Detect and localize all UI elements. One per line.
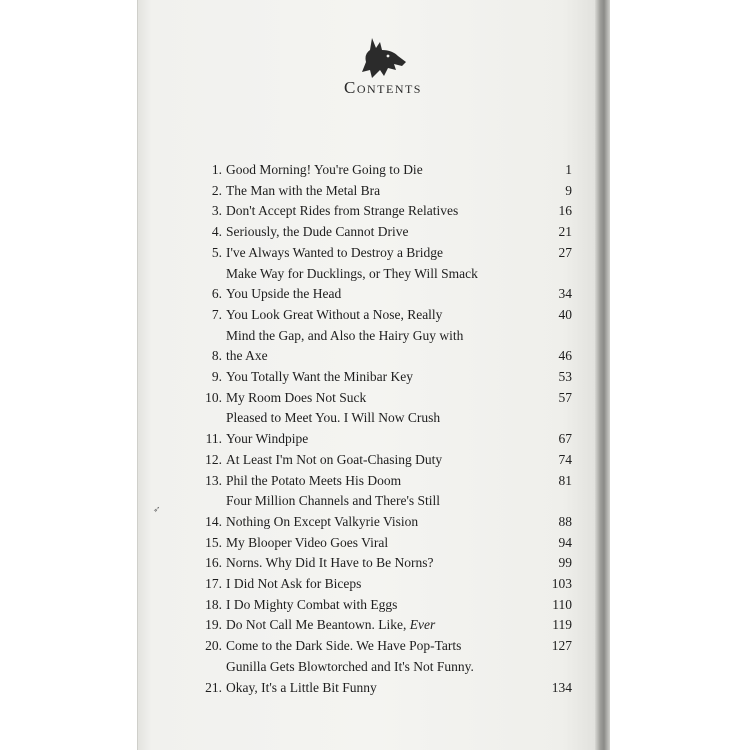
- chapter-number: 19.: [205, 617, 222, 633]
- chapter-title: [222, 408, 532, 449]
- chapter-title: [222, 574, 532, 595]
- chapter-title-line: You Look Great Without a Nose, Really: [226, 306, 443, 322]
- chapter-title: [222, 201, 532, 222]
- toc-entry: [190, 471, 572, 492]
- page-number: 99: [558, 555, 572, 571]
- page-number: 67: [558, 431, 572, 447]
- chapter-title: [222, 326, 532, 367]
- chapter-number: 18.: [205, 596, 222, 612]
- page-number: 27: [558, 244, 572, 260]
- chapter-title-line: You Totally Want the Minibar Key: [226, 369, 413, 385]
- toc-entry: [190, 201, 572, 222]
- chapter-title-line: Good Morning! You're Going to Die: [226, 162, 423, 177]
- chapter-number: 13.: [205, 472, 222, 488]
- chapter-title-line: I Did Not Ask for Biceps: [226, 576, 362, 592]
- page-number: 40: [558, 306, 572, 322]
- chapter-number: 14.: [205, 513, 222, 529]
- chapter-title-line: Gunilla Gets Blowtorched and It's Not Funny.: [226, 658, 474, 674]
- page-number: 21: [558, 224, 572, 240]
- chapter-title: [222, 636, 532, 657]
- toc-entry: [190, 326, 572, 367]
- chapter-title-line: Come to the Dark Side. We Have Pop-Tarts: [226, 638, 462, 654]
- chapter-number: 21.: [205, 679, 222, 695]
- toc-entry: [190, 533, 572, 554]
- toc-entry: [190, 367, 572, 388]
- chapter-title: [222, 450, 532, 471]
- chapter-title: [222, 181, 532, 202]
- page-number: 46: [558, 348, 572, 364]
- chapter-title-line: Four Million Channels and There's Still: [226, 493, 441, 509]
- contents-heading: Contents: [343, 78, 422, 97]
- chapter-number: 1.: [211, 162, 222, 177]
- chapter-number: 5.: [211, 244, 222, 260]
- chapter-title-line: Seriously, the Dude Cannot Drive: [226, 224, 409, 240]
- toc-entry: [190, 243, 572, 264]
- chapter-title-line: Phil the Potato Meets His Doom: [226, 472, 402, 488]
- chapter-title-line: Okay, It's a Little Bit Funny: [226, 679, 377, 695]
- page-number: 119: [552, 617, 572, 633]
- chapter-title: [222, 615, 532, 636]
- toc-entry: [190, 388, 572, 409]
- chapter-title: [222, 222, 532, 243]
- chapter-title: [222, 264, 532, 305]
- chapter-title-line: At Least I'm Not on Goat-Chasing Duty: [226, 451, 443, 467]
- chapter-title: [222, 595, 532, 616]
- page-number: 110: [552, 596, 572, 612]
- chapter-title: [222, 553, 532, 574]
- page-binding-edge: [595, 0, 610, 750]
- page-number: 16: [558, 203, 572, 219]
- chapter-title-line: Norns. Why Did It Have to Be Norns?: [226, 555, 434, 571]
- chapter-title-line: Pleased to Meet You. I Will Now Crush: [226, 410, 441, 426]
- chapter-number: 3.: [211, 203, 222, 219]
- chapter-title-line: I Do Mighty Combat with Eggs: [226, 596, 398, 612]
- chapter-title-line: The Man with the Metal Bra: [226, 182, 381, 198]
- toc-entry: [190, 264, 572, 305]
- toc-entry: [190, 657, 572, 698]
- chapter-number: 20.: [205, 638, 222, 654]
- page-number: 81: [558, 472, 572, 488]
- toc-entry: [190, 574, 572, 595]
- page-number: 53: [558, 369, 572, 385]
- chapter-title: [222, 471, 532, 492]
- chapter-title-line: I've Always Wanted to Destroy a Bridge: [226, 244, 444, 260]
- page-number: 127: [551, 638, 572, 654]
- toc-entry: [190, 305, 572, 326]
- toc-entry: [190, 553, 572, 574]
- chapter-number: 6.: [211, 286, 222, 302]
- chapter-title-line: the Axe: [226, 348, 268, 364]
- chapter-number: 7.: [211, 306, 222, 322]
- chapter-number: 12.: [205, 451, 222, 467]
- toc-entry: [190, 408, 572, 449]
- chapter-number: 10.: [205, 389, 222, 405]
- chapter-title-line: Do Not Call Me Beantown. Like, Ever: [226, 617, 436, 633]
- chapter-title-line: Mind the Gap, and Also the Hairy Guy with: [226, 327, 464, 343]
- chapter-title-line: My Blooper Video Goes Viral: [226, 534, 389, 550]
- wolf-head-icon: [358, 36, 408, 80]
- chapter-title-line: You Upside the Head: [226, 286, 342, 302]
- chapter-number: 9.: [211, 369, 222, 385]
- chapter-title: [222, 491, 532, 532]
- toc-entry: [190, 181, 572, 202]
- chapter-title-line: My Room Does Not Suck: [226, 389, 367, 405]
- chapter-title: [222, 367, 532, 388]
- page-number: 74: [558, 451, 572, 467]
- chapter-title: [222, 243, 532, 264]
- chapter-title-line: Make Way for Ducklings, or They Will Smack: [226, 265, 478, 281]
- chapter-number: 16.: [205, 555, 222, 571]
- chapter-number: 2.: [211, 182, 222, 198]
- chapter-title-line: Don't Accept Rides from Strange Relatives: [226, 203, 459, 219]
- page-number: 57: [558, 389, 572, 405]
- toc-entry: [190, 595, 572, 616]
- toc-entry: [190, 491, 572, 532]
- page-number: 134: [551, 679, 572, 695]
- toc-entry: [190, 636, 572, 657]
- chapter-title: [222, 388, 532, 409]
- page-number: 94: [558, 534, 572, 550]
- chapter-title-line: Nothing On Except Valkyrie Vision: [226, 513, 419, 529]
- page-number: 1: [565, 162, 572, 177]
- chapter-title: [222, 657, 532, 698]
- page-number: 103: [551, 576, 572, 592]
- scan-speck: ➶: [153, 505, 161, 515]
- page-number: 88: [558, 513, 572, 529]
- chapter-number: 11.: [205, 431, 222, 447]
- page-number: 34: [558, 286, 572, 302]
- chapter-title: [222, 305, 532, 326]
- chapter-number: 17.: [205, 576, 222, 592]
- toc-entry: [190, 160, 572, 181]
- toc-entry: [190, 222, 572, 243]
- table-of-contents: [190, 160, 572, 698]
- chapter-title: [222, 160, 532, 181]
- chapter-title-line: Your Windpipe: [226, 431, 309, 447]
- chapter-number: 4.: [211, 224, 222, 240]
- chapter-number: 15.: [205, 534, 222, 550]
- chapter-title: [222, 533, 532, 554]
- page-number: 9: [565, 182, 572, 198]
- toc-entry: [190, 615, 572, 636]
- chapter-number: 8.: [211, 348, 222, 364]
- toc-entry: [190, 450, 572, 471]
